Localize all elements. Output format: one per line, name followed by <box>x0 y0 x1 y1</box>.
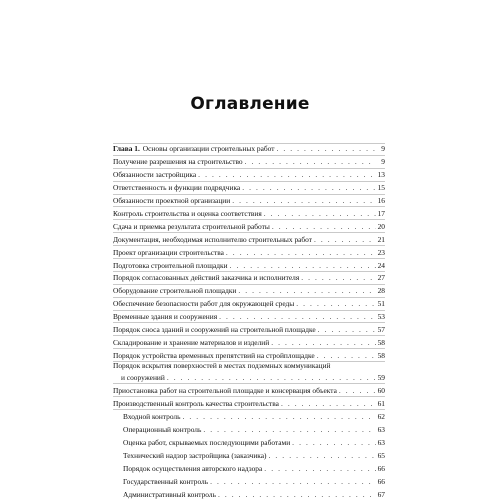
toc-entry[interactable] <box>113 336 385 349</box>
dot-leader <box>272 223 376 230</box>
toc-entry[interactable] <box>113 311 385 324</box>
toc-page-number: 59 <box>377 372 385 382</box>
toc-page-number: 21 <box>377 234 385 244</box>
toc-entry[interactable] <box>113 220 385 233</box>
toc-page-number: 20 <box>377 221 385 231</box>
dot-leader <box>198 171 375 178</box>
toc-entry[interactable] <box>113 233 385 246</box>
dot-leader <box>238 287 375 294</box>
toc-page-number: 61 <box>377 398 385 408</box>
toc-entry-title: Производственный контроль качества строительства <box>113 398 279 408</box>
toc-entry-title: Сдача и приемка результата строительной работы <box>113 221 270 231</box>
toc-page-number: 65 <box>377 451 385 461</box>
toc-page-number: 60 <box>377 385 385 395</box>
toc-entry-title: Операционный контроль <box>123 425 202 435</box>
toc-entry[interactable] <box>113 410 385 423</box>
dot-leader <box>218 491 376 498</box>
toc-entry-title: Оборудование строительной площадки <box>113 286 237 296</box>
toc-page-number: 23 <box>377 247 385 257</box>
toc-entry[interactable] <box>113 461 385 474</box>
toc-entry-title: Порядок осуществления авторского надзора <box>123 463 263 473</box>
toc-entry[interactable] <box>113 397 385 410</box>
dot-leader <box>182 413 375 420</box>
toc-entry[interactable] <box>113 169 385 182</box>
dot-leader <box>210 478 376 485</box>
toc-page-number: 57 <box>377 324 385 334</box>
toc-entry-title: Приостановка работ на строительной площадке и консервация объекта <box>113 385 337 395</box>
toc-entry-title: Государственный контроль <box>123 476 209 486</box>
dot-leader <box>269 452 376 459</box>
toc-page-number: 9 <box>381 144 385 154</box>
dot-leader <box>271 339 375 346</box>
toc-entry-title: Обязанности застройщика <box>113 170 197 180</box>
dot-leader <box>301 274 375 281</box>
toc-entry-title: Контроль строительства и оценка соответствия <box>113 208 262 218</box>
toc-page-number: 63 <box>377 438 385 448</box>
dot-leader <box>203 426 375 433</box>
toc-entry[interactable] <box>113 259 385 272</box>
dot-leader <box>292 439 375 446</box>
toc-entry-title: Административный контроль <box>123 489 216 499</box>
toc-page-number: 28 <box>377 286 385 296</box>
dot-leader <box>230 262 376 269</box>
toc-entry[interactable] <box>113 384 385 397</box>
toc-entry-title: Складирование и хранение материалов и изделий <box>113 337 270 347</box>
toc-page-number: 15 <box>377 183 385 193</box>
toc-entry[interactable] <box>113 436 385 449</box>
toc-page-number: 62 <box>377 412 385 422</box>
toc-entry-title: Технический надзор застройщика (заказчика) <box>123 451 267 461</box>
dot-leader <box>314 236 376 243</box>
toc-page-number: 53 <box>377 312 385 322</box>
toc-entry-title: Порядок устройства временных препятствий на стройплощадке <box>113 350 315 360</box>
toc-page-number: 66 <box>377 476 385 486</box>
toc-entry[interactable] <box>113 285 385 298</box>
toc-entry[interactable] <box>113 272 385 285</box>
dot-leader <box>296 300 375 307</box>
dot-leader <box>264 465 375 472</box>
toc-entry-title: Оценка работ, скрываемых последующими работами <box>123 438 291 448</box>
toc-entry-title: Ответственность и функции подрядчика <box>113 183 241 193</box>
dot-leader <box>245 158 376 165</box>
chapter-label: Глава 1. <box>113 144 140 154</box>
toc-entry[interactable] <box>113 487 385 500</box>
toc-entry-title-continued: и сооружений <box>121 372 165 382</box>
toc-page-number: 9 <box>381 157 385 167</box>
toc-page-number: 63 <box>377 425 385 435</box>
toc-entry[interactable] <box>113 143 385 156</box>
page-title: Оглавление <box>190 94 310 114</box>
toc-entry[interactable] <box>113 449 385 462</box>
toc-entry[interactable] <box>113 323 385 336</box>
toc-entry[interactable] <box>113 182 385 195</box>
toc-page-number: 66 <box>377 463 385 473</box>
toc-entry-title: Основы организации строительных работ <box>142 144 275 154</box>
toc-page-number: 67 <box>377 489 385 499</box>
toc-page-number: 58 <box>377 350 385 360</box>
dot-leader <box>219 313 375 320</box>
toc-entry[interactable] <box>113 246 385 259</box>
toc-entry[interactable] <box>113 423 385 436</box>
toc-entry[interactable] <box>113 195 385 208</box>
toc-page-number: 51 <box>377 299 385 309</box>
toc-page-number: 24 <box>377 260 385 270</box>
toc-entry-title: Документация, необходимая исполнителю строительных работ <box>113 234 313 244</box>
dot-leader <box>317 352 376 359</box>
dot-leader <box>264 210 376 217</box>
toc-page-number: 16 <box>377 196 385 206</box>
toc-page-number: 13 <box>377 170 385 180</box>
toc-entry-title: Проект организации строительства <box>113 247 224 257</box>
toc-entry[interactable] <box>113 207 385 220</box>
dot-leader <box>167 374 376 381</box>
toc-entry-title: Обеспечение безопасности работ для окружающей среды <box>113 299 295 309</box>
toc-page-number: 58 <box>377 337 385 347</box>
toc-entry-title: Порядок согласованных действий заказчика и исполнителя <box>113 273 300 283</box>
toc-page-number: 27 <box>377 273 385 283</box>
dot-leader <box>232 197 375 204</box>
toc-entry-title: Получение разрешения на строительство <box>113 157 243 167</box>
toc-page-number: 17 <box>377 208 385 218</box>
toc-entry-title: Обязанности проектной организации <box>113 196 231 206</box>
table-of-contents <box>113 143 385 500</box>
dot-leader <box>318 326 376 333</box>
toc-entry-title: Порядок сноса зданий и сооружений на строительной площадке <box>113 324 316 334</box>
dot-leader <box>226 249 376 256</box>
dot-leader <box>242 184 375 191</box>
toc-entry-title: Временные здания и сооружения <box>113 312 218 322</box>
toc-entry[interactable] <box>113 362 385 384</box>
toc-entry[interactable] <box>113 298 385 311</box>
toc-entry-title: Входной контроль <box>123 412 181 422</box>
toc-entry-title: Порядок вскрытия поверхностей в местах подземных коммуникаций <box>113 361 331 371</box>
dot-leader <box>339 387 376 394</box>
dot-leader <box>276 145 376 152</box>
dot-leader <box>281 400 376 407</box>
toc-entry[interactable] <box>113 156 385 169</box>
toc-entry[interactable] <box>113 474 385 487</box>
toc-entry-title: Подготовка строительной площадки <box>113 260 228 270</box>
